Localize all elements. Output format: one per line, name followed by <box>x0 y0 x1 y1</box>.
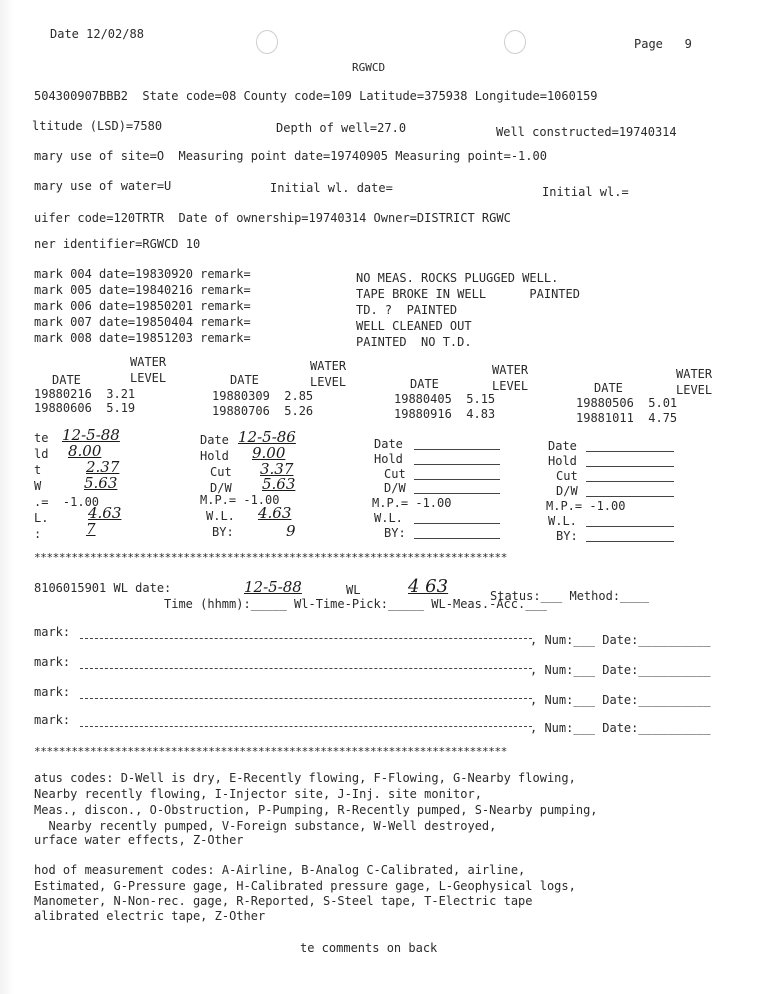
handwritten-cut: 3.37 <box>260 460 294 478</box>
site-line-3: mary use of site=O Measuring point date=19740905 Measuring point=-1.00 <box>34 149 547 163</box>
legend-line: alibrated electric tape, Z-Other <box>34 909 266 923</box>
remark-label: mark: <box>34 713 71 727</box>
form-label: Cut <box>210 465 232 479</box>
form-label: Cut <box>556 469 578 483</box>
remark-input-line[interactable] <box>80 726 532 727</box>
level-row: 19880706 5.26 <box>212 404 314 418</box>
star-divider: **************************************************************************** <box>34 551 507 564</box>
handwritten-dw: 5.63 <box>262 475 296 493</box>
punch-hole <box>504 30 526 54</box>
remark-header: mark 004 date=19830920 remark= <box>34 267 251 281</box>
level-row: 19881011 4.75 <box>576 411 678 425</box>
agency-title: RGWCD <box>352 61 386 74</box>
remark-text: NO MEAS. ROCKS PLUGGED WELL. <box>356 271 559 285</box>
status-method: Status:___ Method:____ <box>490 589 649 603</box>
page-number: Page 9 <box>634 37 692 51</box>
form-label: W.L. <box>206 509 235 523</box>
num-date: , Num:___ Date:__________ <box>530 693 711 707</box>
form-label: W <box>34 479 42 493</box>
legend-line: urface water effects, Z-Other <box>34 833 244 847</box>
form-label: D/W <box>210 481 232 495</box>
level-row: 19880606 5.19 <box>34 401 136 415</box>
handwritten-wl: 4.63 <box>258 504 292 522</box>
legend-line: Nearby recently flowing, I-Injector site, J-Inj. site monitor, <box>34 787 482 801</box>
remark-header: mark 005 date=19840216 remark= <box>34 283 251 297</box>
form-label: BY: <box>384 526 406 540</box>
level-header: LEVEL <box>492 379 529 393</box>
form-label: : <box>34 527 42 541</box>
legend-line: Nearby recently pumped, V-Foreign substance, W-Well destroyed, <box>34 819 497 833</box>
form-label: Hold <box>548 454 577 468</box>
well-depth: Depth of well=27.0 <box>276 121 407 135</box>
form-label: D/W <box>384 481 406 495</box>
level-row: 19880916 4.83 <box>394 407 496 421</box>
remark-input-line[interactable] <box>80 638 532 639</box>
level-row: 19880405 5.15 <box>394 392 496 406</box>
form-label: W.L. <box>548 514 577 528</box>
remark-header: mark 006 date=19850201 remark= <box>34 299 251 313</box>
form-label: Hold <box>374 452 403 466</box>
site-line-5: uifer code=120TRTR Date of ownership=19740314 Owner=DISTRICT RGWC <box>34 211 511 225</box>
form-label: t <box>34 463 42 477</box>
num-date: , Num:___ Date:__________ <box>530 721 711 735</box>
level-header: LEVEL <box>130 371 167 385</box>
legend-line: Manometer, N-Non-rec. gage, R-Reported, S-Steel tape, T-Electric tape <box>34 894 533 908</box>
well-constructed: Well constructed=19740314 <box>496 125 677 139</box>
water-header: WATER <box>310 359 347 373</box>
entry-site-id: 8106015901 WL date: <box>34 581 172 595</box>
form-label: D/W <box>556 484 578 498</box>
blank-line <box>414 479 500 480</box>
handwritten-date: 12-5-88 <box>62 426 120 444</box>
remark-label: mark: <box>34 685 71 699</box>
initial-wl-date: Initial wl. date= <box>270 181 393 195</box>
form-label: M.P.= -1.00 <box>372 496 452 510</box>
blank-line <box>586 466 674 467</box>
legend-line: atus codes: D-Well is dry, E-Recently flowing, F-Flowing, G-Nearby flowing, <box>34 771 576 785</box>
remark-header: mark 008 date=19851203 remark= <box>34 331 251 345</box>
handwritten-date: 12-5-86 <box>238 428 296 446</box>
time-line: Time (hhmm):_____ Wl-Time-Pick:_____ WL-Meas.-Acc.___ <box>164 597 547 611</box>
level-header: LEVEL <box>310 375 347 389</box>
blank-line <box>414 523 500 524</box>
form-label: L. <box>34 511 49 525</box>
handwritten-by: 9 <box>286 522 296 540</box>
form-label: M.P.= -1.00 <box>200 493 280 507</box>
remark-text: TAPE BROKE IN WELL PAINTED <box>356 287 580 301</box>
water-header: WATER <box>492 363 529 377</box>
num-date: , Num:___ Date:__________ <box>530 633 711 647</box>
legend-line: Meas., discon., O-Obstruction, P-Pumping, R-Recently pumped, S-Nearby pumping, <box>34 803 598 817</box>
form-label: Date <box>548 439 577 453</box>
handwritten-hold: 9.00 <box>252 444 286 462</box>
water-header: WATER <box>130 355 167 369</box>
form-label: BY: <box>556 529 578 543</box>
num-date: , Num:___ Date:__________ <box>530 663 711 677</box>
remark-input-line[interactable] <box>80 668 532 669</box>
blank-line <box>586 496 674 497</box>
handwritten-hold: 8.00 <box>68 442 102 460</box>
form-label: ld <box>34 447 49 461</box>
form-label: M.P.= -1.00 <box>546 499 626 513</box>
blank-line <box>414 538 500 539</box>
level-row: 19880309 2.85 <box>212 389 314 403</box>
blank-line <box>414 449 500 450</box>
wl-label: WL <box>346 583 361 597</box>
handwritten-wl-date: 12-5-88 <box>244 578 302 596</box>
handwritten-dw: 5.63 <box>84 474 118 492</box>
report-date: Date 12/02/88 <box>50 27 144 41</box>
date-header: DATE <box>230 373 259 387</box>
date-header: DATE <box>52 373 81 387</box>
remark-text: PAINTED NO T.D. <box>356 335 472 349</box>
site-line-1: 504300907BBB2 State code=08 County code=109 Latitude=375938 Longitude=1060159 <box>34 89 598 103</box>
form-label: Cut <box>384 467 406 481</box>
handwritten-cut: 2.37 <box>86 458 120 476</box>
footer-note: te comments on back <box>300 941 438 955</box>
level-header: LEVEL <box>676 383 713 397</box>
date-header: DATE <box>594 381 623 395</box>
form-label: .= -1.00 <box>34 495 100 509</box>
date-header: DATE <box>410 377 439 391</box>
form-label: Date <box>374 437 403 451</box>
form-label: te <box>34 431 49 445</box>
level-row: 19880506 5.01 <box>576 396 678 410</box>
remark-label: mark: <box>34 655 71 669</box>
blank-line <box>586 526 674 527</box>
form-label: BY: <box>212 525 234 539</box>
blank-line <box>586 541 674 542</box>
blank-line <box>586 481 674 482</box>
handwritten-by: 7 <box>86 520 96 538</box>
remark-header: mark 007 date=19850404 remark= <box>34 315 251 329</box>
handwritten-wl: 4.63 <box>88 504 122 522</box>
blank-line <box>414 464 500 465</box>
remark-label: mark: <box>34 625 71 639</box>
legend-line: hod of measurement codes: A-Airline, B-Analog C-Calibrated, airline, <box>34 863 526 877</box>
altitude: ltitude (LSD)=7580 <box>32 119 163 133</box>
water-header: WATER <box>676 367 713 381</box>
form-label: Hold <box>200 449 229 463</box>
owner-identifier: ner identifier=RGWCD 10 <box>34 237 201 251</box>
remark-input-line[interactable] <box>80 698 532 699</box>
blank-line <box>586 451 674 452</box>
form-label: W.L. <box>374 511 403 525</box>
form-label: Date <box>200 433 229 447</box>
blank-line <box>414 493 500 494</box>
remark-text: WELL CLEANED OUT <box>356 319 472 333</box>
water-use: mary use of water=U <box>34 179 172 193</box>
remark-text: TD. ? PAINTED <box>356 303 458 317</box>
initial-wl: Initial wl.= <box>542 185 629 199</box>
legend-line: Estimated, G-Pressure gage, H-Calibrated pressure gage, L-Geophysical logs, <box>34 879 576 893</box>
handwritten-wl: 4 63 <box>408 576 449 597</box>
level-row: 19880216 3.21 <box>34 387 136 401</box>
punch-hole <box>256 30 278 54</box>
scan-edge-shadow <box>0 0 14 994</box>
star-divider: **************************************************************************** <box>34 745 507 758</box>
